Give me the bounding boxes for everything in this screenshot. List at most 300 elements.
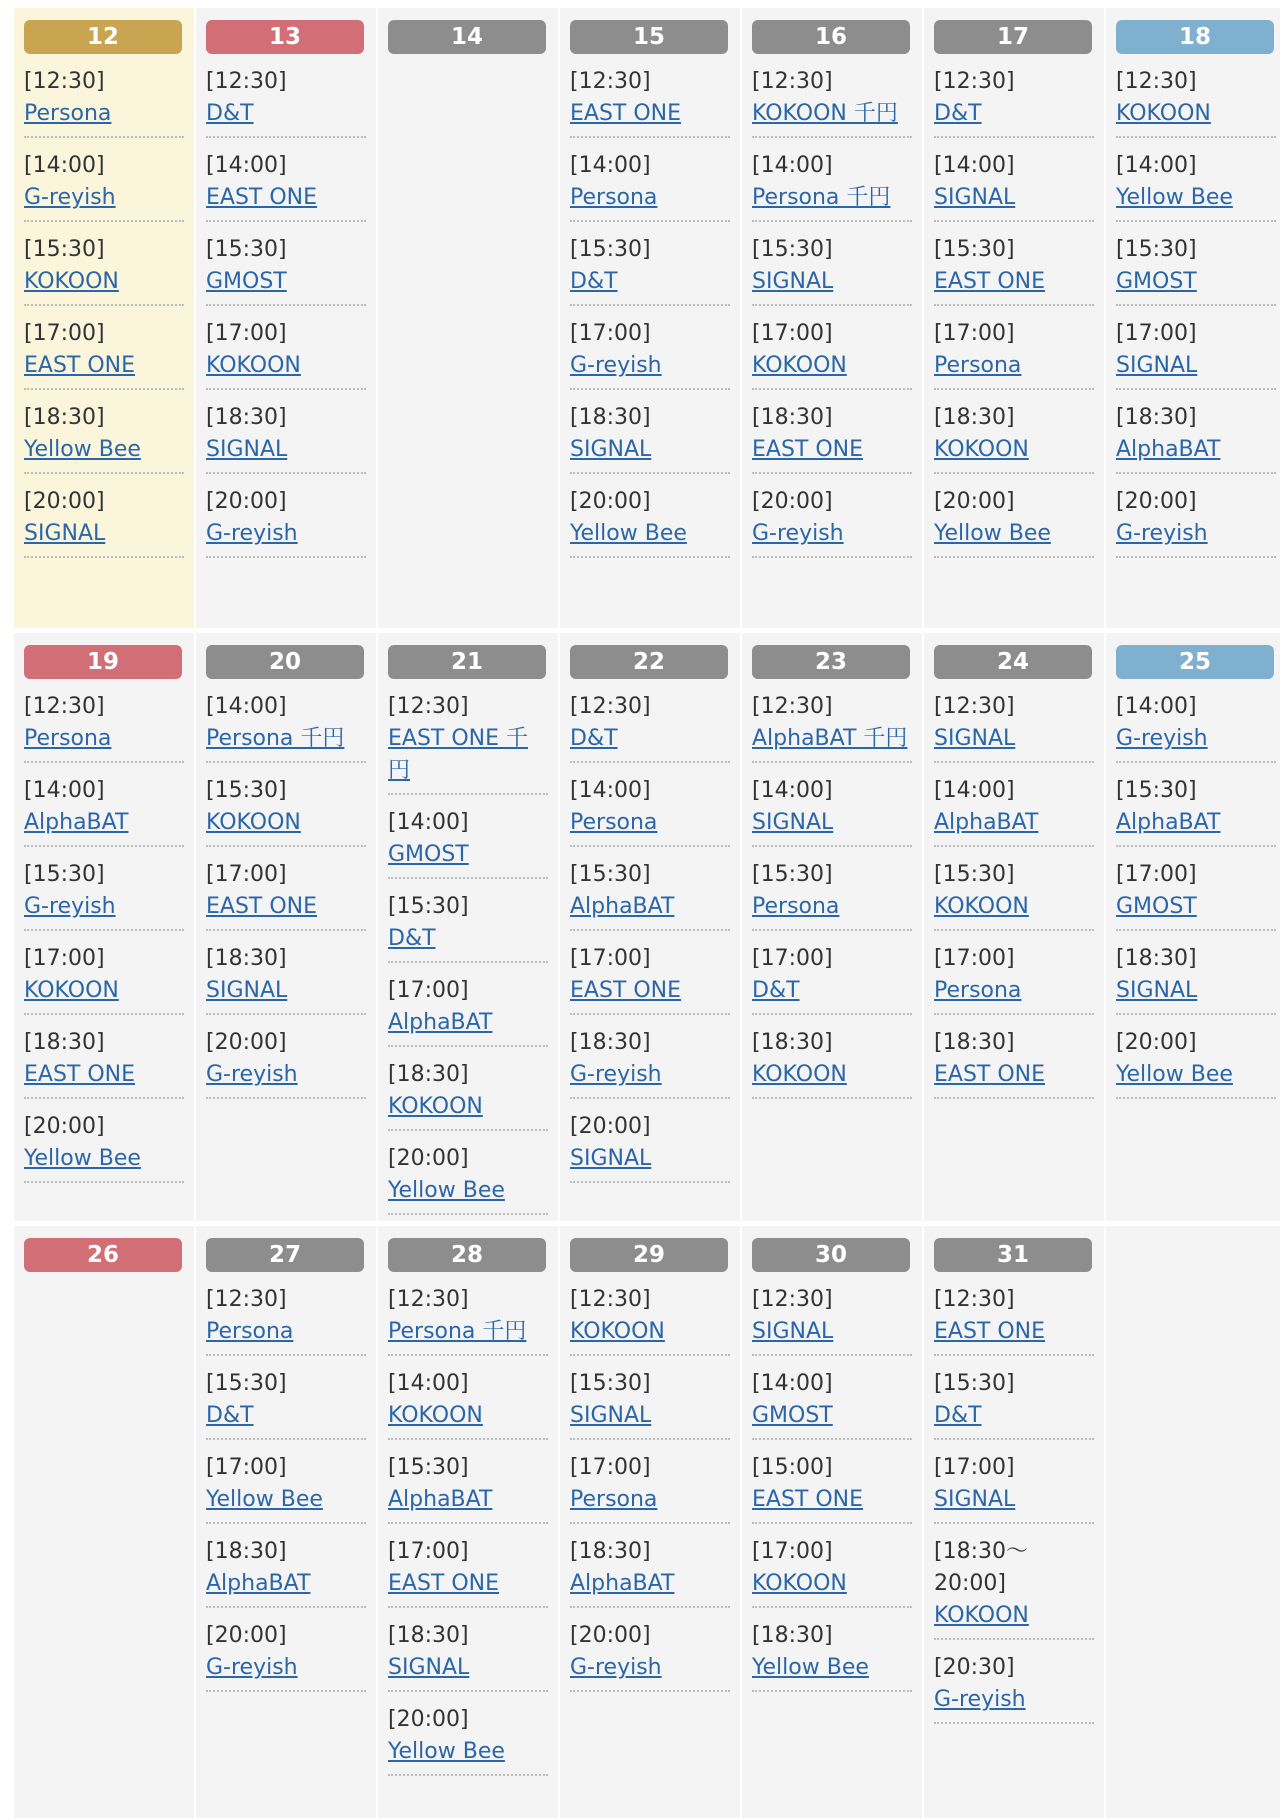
event-link-wrap xyxy=(570,434,730,466)
event-time: [18:30] xyxy=(206,1539,287,1564)
event-item xyxy=(206,486,366,558)
event-time: [17:00] xyxy=(934,946,1015,971)
event-item xyxy=(388,891,548,963)
event-link[interactable]: EAST ONE xyxy=(752,437,864,462)
event-time: [18:30] xyxy=(206,946,287,971)
event-link[interactable]: G-reyish xyxy=(934,1687,1026,1712)
event-item xyxy=(752,1368,912,1440)
event-link[interactable]: Persona xyxy=(24,101,112,126)
event-link-wrap xyxy=(934,98,1094,130)
event-item xyxy=(1116,234,1276,306)
event-link[interactable]: SIGNAL xyxy=(934,185,1016,210)
event-link-wrap xyxy=(206,1059,366,1091)
event-time: [18:30] xyxy=(1116,946,1197,971)
event-time: [12:30] xyxy=(24,69,105,94)
event-item xyxy=(570,1620,730,1692)
event-link[interactable]: SIGNAL xyxy=(24,521,106,546)
event-link[interactable]: SIGNAL xyxy=(570,1403,652,1428)
event-item xyxy=(388,1059,548,1131)
event-link-wrap xyxy=(24,518,184,550)
date-badge: 19 xyxy=(24,645,182,679)
event-time: [18:30] xyxy=(1116,405,1197,430)
event-item xyxy=(24,943,184,1015)
event-link[interactable]: SIGNAL xyxy=(570,437,652,462)
event-list xyxy=(388,1284,548,1788)
event-link[interactable]: KOKOON xyxy=(24,269,119,294)
event-time: [12:30] xyxy=(206,69,287,94)
date-badge: 23 xyxy=(752,645,910,679)
event-link-wrap xyxy=(570,266,730,298)
event-link-wrap xyxy=(206,723,366,755)
event-item xyxy=(1116,318,1276,390)
event-link[interactable]: G-reyish xyxy=(206,521,298,546)
event-list xyxy=(206,66,366,570)
event-link[interactable]: KOKOON 千円 xyxy=(752,101,898,126)
event-item xyxy=(206,859,366,931)
event-link[interactable]: Yellow Bee xyxy=(570,521,687,546)
event-link[interactable]: Yellow Bee xyxy=(388,1739,505,1764)
event-link-wrap xyxy=(752,434,912,466)
event-link[interactable]: KOKOON xyxy=(206,810,301,835)
event-link-wrap xyxy=(24,182,184,214)
event-link-wrap xyxy=(934,518,1094,550)
event-link-wrap xyxy=(206,975,366,1007)
event-link[interactable]: AlphaBAT xyxy=(1116,437,1221,462)
event-item xyxy=(752,150,912,222)
event-link[interactable]: AlphaBAT xyxy=(934,810,1039,835)
event-time: [14:00] xyxy=(1116,694,1197,719)
event-time: [17:00] xyxy=(1116,321,1197,346)
event-link[interactable]: GMOST xyxy=(752,1403,833,1428)
event-link-wrap xyxy=(388,1007,548,1039)
event-link[interactable]: SIGNAL xyxy=(1116,353,1198,378)
event-time: [14:00] xyxy=(388,1371,469,1396)
event-link[interactable]: EAST ONE 千円 xyxy=(388,726,529,783)
event-item xyxy=(388,975,548,1047)
event-item xyxy=(570,66,730,138)
event-link-wrap xyxy=(752,98,912,130)
event-link-wrap xyxy=(570,1400,730,1432)
event-link[interactable]: Yellow Bee xyxy=(24,437,141,462)
event-time: [15:30] xyxy=(570,237,651,262)
event-item xyxy=(752,1536,912,1608)
event-item xyxy=(388,1452,548,1524)
event-link-wrap xyxy=(570,182,730,214)
event-link-wrap xyxy=(206,807,366,839)
day-cell xyxy=(924,633,1104,1221)
event-link[interactable]: D&T xyxy=(206,101,254,126)
event-time: [20:00] xyxy=(1116,1030,1197,1055)
event-link[interactable]: KOKOON xyxy=(388,1094,483,1119)
event-link-wrap xyxy=(934,1484,1094,1516)
event-link[interactable]: EAST ONE xyxy=(206,894,318,919)
event-time: [20:00] xyxy=(934,489,1015,514)
event-link-wrap xyxy=(752,1568,912,1600)
event-link[interactable]: AlphaBAT xyxy=(388,1010,493,1035)
event-link[interactable]: D&T xyxy=(934,101,982,126)
event-time: [15:30] xyxy=(752,862,833,887)
event-link[interactable]: KOKOON xyxy=(1116,101,1211,126)
event-link[interactable]: Persona 千円 xyxy=(752,185,891,210)
event-item xyxy=(752,1027,912,1099)
event-item xyxy=(24,1111,184,1183)
event-link[interactable]: Yellow Bee xyxy=(752,1655,869,1680)
event-time: [14:00] xyxy=(570,778,651,803)
event-item xyxy=(752,234,912,306)
event-list xyxy=(206,1284,366,1704)
event-item xyxy=(570,150,730,222)
event-link[interactable]: AlphaBAT xyxy=(570,1571,675,1596)
event-item xyxy=(570,402,730,474)
event-link[interactable]: AlphaBAT xyxy=(206,1571,311,1596)
event-link[interactable]: D&T xyxy=(570,269,618,294)
event-link[interactable]: Persona xyxy=(752,894,840,919)
day-cell xyxy=(1106,1226,1280,1818)
day-cell xyxy=(560,1226,740,1818)
date-badge: 28 xyxy=(388,1238,546,1272)
event-time: [18:30] xyxy=(752,1623,833,1648)
event-link[interactable]: EAST ONE xyxy=(934,1062,1046,1087)
event-link[interactable]: G-reyish xyxy=(206,1062,298,1087)
event-link[interactable]: KOKOON xyxy=(388,1403,483,1428)
event-link[interactable]: Persona xyxy=(24,726,112,751)
event-link-wrap xyxy=(206,1652,366,1684)
event-list xyxy=(934,66,1094,570)
event-item xyxy=(206,402,366,474)
event-link-wrap xyxy=(1116,891,1276,923)
day-cell xyxy=(196,1226,376,1818)
event-list xyxy=(24,691,184,1195)
date-badge: 14 xyxy=(388,20,546,54)
event-link[interactable]: G-reyish xyxy=(752,521,844,546)
event-link-wrap xyxy=(206,434,366,466)
event-time: [17:00] xyxy=(24,321,105,346)
event-link-wrap xyxy=(388,923,548,955)
event-link-wrap xyxy=(388,1175,548,1207)
event-link[interactable]: EAST ONE xyxy=(24,353,136,378)
event-time: [12:30] xyxy=(1116,69,1197,94)
event-link[interactable]: EAST ONE xyxy=(570,978,682,1003)
day-cell xyxy=(560,633,740,1221)
event-list xyxy=(24,66,184,570)
event-time: [15:30] xyxy=(1116,778,1197,803)
event-link[interactable]: G-reyish xyxy=(570,353,662,378)
event-link-wrap xyxy=(388,723,548,787)
date-badge: 13 xyxy=(206,20,364,54)
event-list xyxy=(752,1284,912,1704)
event-link-wrap xyxy=(752,891,912,923)
event-time: [12:30] xyxy=(388,1287,469,1312)
event-link[interactable]: Yellow Bee xyxy=(934,521,1051,546)
event-link[interactable]: Yellow Bee xyxy=(1116,185,1233,210)
event-time: [15:00] xyxy=(752,1455,833,1480)
event-time: [20:00] xyxy=(570,1114,651,1139)
event-link-wrap xyxy=(752,723,912,755)
event-link-wrap xyxy=(570,1316,730,1348)
event-item xyxy=(24,318,184,390)
event-link-wrap xyxy=(570,350,730,382)
event-link[interactable]: G-reyish xyxy=(570,1655,662,1680)
event-link[interactable]: SIGNAL xyxy=(388,1655,470,1680)
event-link-wrap xyxy=(388,1736,548,1768)
event-link[interactable]: AlphaBAT 千円 xyxy=(752,726,908,751)
event-link[interactable]: Persona xyxy=(570,185,658,210)
event-link[interactable]: SIGNAL xyxy=(752,1319,834,1344)
event-link[interactable]: GMOST xyxy=(206,269,287,294)
event-link-wrap xyxy=(206,1400,366,1432)
event-link[interactable]: G-reyish xyxy=(24,894,116,919)
event-item xyxy=(570,1111,730,1183)
event-time: [18:30] xyxy=(934,1030,1015,1055)
event-item xyxy=(570,1368,730,1440)
event-link[interactable]: KOKOON xyxy=(934,437,1029,462)
event-item xyxy=(570,1452,730,1524)
event-item xyxy=(388,1536,548,1608)
event-link-wrap xyxy=(934,1316,1094,1348)
event-item xyxy=(752,318,912,390)
day-cell xyxy=(560,8,740,628)
event-item xyxy=(206,1452,366,1524)
event-item xyxy=(752,1620,912,1692)
event-link-wrap xyxy=(206,1316,366,1348)
event-item xyxy=(934,486,1094,558)
event-time: [20:00] xyxy=(206,1623,287,1648)
event-time: [15:30] xyxy=(24,237,105,262)
event-link[interactable]: EAST ONE xyxy=(934,1319,1046,1344)
event-item xyxy=(1116,150,1276,222)
event-time: [17:00] xyxy=(206,1455,287,1480)
event-link[interactable]: Yellow Bee xyxy=(206,1487,323,1512)
event-link[interactable]: G-reyish xyxy=(24,185,116,210)
event-time: [15:30] xyxy=(1116,237,1197,262)
event-link-wrap xyxy=(206,518,366,550)
event-link[interactable]: KOKOON xyxy=(752,353,847,378)
event-item xyxy=(206,150,366,222)
event-item xyxy=(934,1536,1094,1640)
event-link-wrap xyxy=(934,1400,1094,1432)
day-cell xyxy=(742,1226,922,1818)
event-link[interactable]: Persona xyxy=(934,353,1022,378)
event-link[interactable]: KOKOON xyxy=(206,353,301,378)
event-item xyxy=(388,1284,548,1356)
event-link-wrap xyxy=(934,1059,1094,1091)
event-link[interactable]: SIGNAL xyxy=(752,269,834,294)
event-time: [12:30] xyxy=(24,694,105,719)
day-cell xyxy=(924,1226,1104,1818)
event-link[interactable]: G-reyish xyxy=(1116,726,1208,751)
event-time: [17:00] xyxy=(388,1539,469,1564)
event-link-wrap xyxy=(388,1652,548,1684)
event-item xyxy=(206,1284,366,1356)
event-link-wrap xyxy=(570,891,730,923)
event-time: [18:30] xyxy=(388,1623,469,1648)
event-link-wrap xyxy=(1116,975,1276,1007)
event-item xyxy=(752,1284,912,1356)
day-cell xyxy=(1106,8,1280,628)
event-link[interactable]: EAST ONE xyxy=(752,1487,864,1512)
event-item xyxy=(388,1704,548,1776)
event-link[interactable]: GMOST xyxy=(388,842,469,867)
event-link[interactable]: EAST ONE xyxy=(388,1571,500,1596)
event-link[interactable]: Persona xyxy=(934,978,1022,1003)
event-item xyxy=(206,943,366,1015)
event-item xyxy=(934,1452,1094,1524)
event-link[interactable]: Persona 千円 xyxy=(388,1319,527,1344)
date-badge: 20 xyxy=(206,645,364,679)
event-link[interactable]: SIGNAL xyxy=(934,726,1016,751)
event-link[interactable]: G-reyish xyxy=(1116,521,1208,546)
event-time: [20:00] xyxy=(570,489,651,514)
event-link[interactable]: KOKOON xyxy=(934,894,1029,919)
event-time: [12:30] xyxy=(752,1287,833,1312)
event-list xyxy=(570,1284,730,1704)
event-link-wrap xyxy=(934,807,1094,839)
event-item xyxy=(1116,486,1276,558)
event-link[interactable]: AlphaBAT xyxy=(24,810,129,835)
event-link[interactable]: Yellow Bee xyxy=(24,1146,141,1171)
event-link[interactable]: KOKOON xyxy=(570,1319,665,1344)
event-link-wrap xyxy=(24,266,184,298)
event-link[interactable]: Yellow Bee xyxy=(388,1178,505,1203)
event-item xyxy=(934,943,1094,1015)
event-time: [18:30] xyxy=(752,405,833,430)
event-link-wrap xyxy=(570,1143,730,1175)
event-time: [14:00] xyxy=(752,1371,833,1396)
event-link-wrap xyxy=(1116,1059,1276,1091)
event-item xyxy=(1116,402,1276,474)
event-list xyxy=(1116,691,1276,1111)
event-time: [12:30] xyxy=(934,1287,1015,1312)
event-link[interactable]: D&T xyxy=(752,978,800,1003)
event-time: [20:00] xyxy=(752,489,833,514)
event-link[interactable]: AlphaBAT xyxy=(570,894,675,919)
event-time: [12:30] xyxy=(934,69,1015,94)
event-link[interactable]: D&T xyxy=(388,926,436,951)
event-time: [14:00] xyxy=(570,153,651,178)
event-link-wrap xyxy=(570,518,730,550)
event-item xyxy=(24,691,184,763)
event-link[interactable]: SIGNAL xyxy=(570,1146,652,1171)
event-item xyxy=(570,318,730,390)
event-time: [12:30] xyxy=(388,694,469,719)
event-item xyxy=(752,859,912,931)
event-link[interactable]: KOKOON xyxy=(934,1603,1029,1628)
event-link-wrap xyxy=(24,891,184,923)
event-list xyxy=(752,691,912,1111)
event-time: [20:00] xyxy=(388,1146,469,1171)
event-link-wrap xyxy=(934,1684,1094,1716)
date-badge: 31 xyxy=(934,1238,1092,1272)
event-link-wrap xyxy=(752,1652,912,1684)
event-time: [14:00] xyxy=(388,810,469,835)
event-item xyxy=(934,775,1094,847)
event-link[interactable]: SIGNAL xyxy=(206,437,288,462)
event-time: [15:30] xyxy=(206,237,287,262)
event-link[interactable]: AlphaBAT xyxy=(1116,810,1221,835)
event-link[interactable]: Persona xyxy=(570,1487,658,1512)
event-link[interactable]: Yellow Bee xyxy=(1116,1062,1233,1087)
event-link[interactable]: G-reyish xyxy=(206,1655,298,1680)
event-link-wrap xyxy=(752,350,912,382)
event-link-wrap xyxy=(388,1400,548,1432)
event-item xyxy=(752,402,912,474)
event-item xyxy=(570,1536,730,1608)
event-item xyxy=(24,66,184,138)
event-list xyxy=(570,691,730,1195)
event-link[interactable]: GMOST xyxy=(1116,269,1197,294)
event-link-wrap xyxy=(206,98,366,130)
event-link[interactable]: Persona xyxy=(206,1319,294,1344)
event-time: [12:30] xyxy=(570,69,651,94)
event-time: [17:00] xyxy=(206,321,287,346)
event-link[interactable]: Persona 千円 xyxy=(206,726,345,751)
event-time: [18:30] xyxy=(934,405,1015,430)
event-item xyxy=(934,1284,1094,1356)
event-item xyxy=(1116,691,1276,763)
event-link[interactable]: EAST ONE xyxy=(570,101,682,126)
event-item xyxy=(570,943,730,1015)
event-link[interactable]: EAST ONE xyxy=(206,185,318,210)
event-link[interactable]: D&T xyxy=(206,1403,254,1428)
event-link-wrap xyxy=(752,1059,912,1091)
event-time: [12:30] xyxy=(752,69,833,94)
event-link[interactable]: GMOST xyxy=(1116,894,1197,919)
event-link[interactable]: SIGNAL xyxy=(934,1487,1016,1512)
event-time: [17:00] xyxy=(570,946,651,971)
event-link-wrap xyxy=(752,975,912,1007)
event-link[interactable]: AlphaBAT xyxy=(388,1487,493,1512)
event-link-wrap xyxy=(24,98,184,130)
event-item xyxy=(752,486,912,558)
event-time: [14:00] xyxy=(934,153,1015,178)
event-time: [17:00] xyxy=(388,978,469,1003)
event-item xyxy=(388,691,548,795)
event-link[interactable]: SIGNAL xyxy=(1116,978,1198,1003)
event-link[interactable]: KOKOON xyxy=(752,1062,847,1087)
event-time: [15:30] xyxy=(24,862,105,887)
event-link[interactable]: G-reyish xyxy=(570,1062,662,1087)
event-link-wrap xyxy=(934,1600,1094,1632)
event-item xyxy=(206,66,366,138)
event-link[interactable]: EAST ONE xyxy=(934,269,1046,294)
event-link[interactable]: KOKOON xyxy=(24,978,119,1003)
event-item xyxy=(934,1652,1094,1724)
event-link[interactable]: SIGNAL xyxy=(752,810,834,835)
date-badge: 25 xyxy=(1116,645,1274,679)
event-time: [12:30] xyxy=(934,694,1015,719)
event-time: [20:00] xyxy=(206,489,287,514)
event-link[interactable]: Persona xyxy=(570,810,658,835)
event-link-wrap xyxy=(206,1484,366,1516)
event-item xyxy=(752,1452,912,1524)
event-time: [15:30] xyxy=(934,237,1015,262)
event-item xyxy=(1116,943,1276,1015)
event-link[interactable]: EAST ONE xyxy=(24,1062,136,1087)
event-item xyxy=(206,318,366,390)
date-badge: 18 xyxy=(1116,20,1274,54)
event-time: [17:00] xyxy=(1116,862,1197,887)
day-cell xyxy=(196,8,376,628)
event-link[interactable]: SIGNAL xyxy=(206,978,288,1003)
event-time: [15:30] xyxy=(752,237,833,262)
event-link[interactable]: D&T xyxy=(934,1403,982,1428)
event-time: [12:30] xyxy=(206,1287,287,1312)
event-item xyxy=(206,775,366,847)
event-item xyxy=(752,943,912,1015)
event-link[interactable]: D&T xyxy=(570,726,618,751)
event-link[interactable]: KOKOON xyxy=(752,1571,847,1596)
event-link-wrap xyxy=(752,807,912,839)
